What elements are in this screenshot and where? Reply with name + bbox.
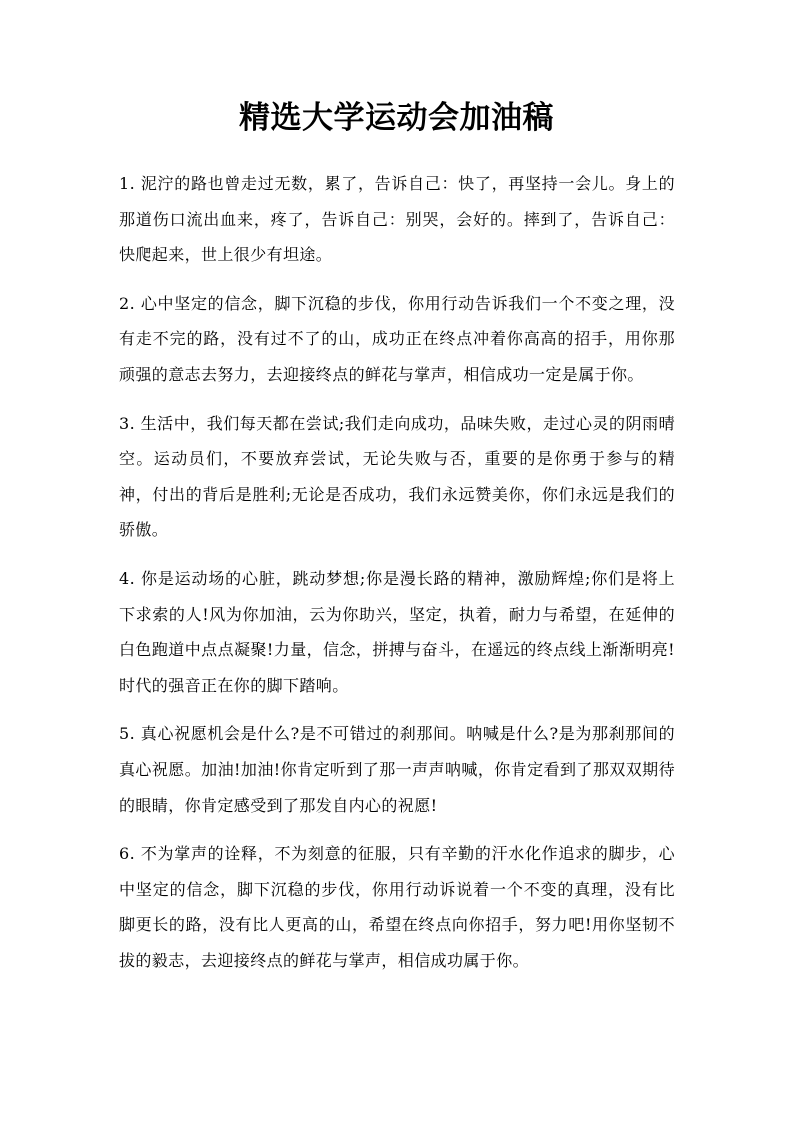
paragraph-1: 1. 泥泞的路也曾走过无数，累了，告诉自己：快了，再坚持一会儿。身上的那道伤口流出血来，疼了，告诉自己：别哭，会好的。摔到了，告诉自己：快爬起来，世上很少有坦途。 <box>119 174 675 265</box>
paragraph-4: 4. 你是运动场的心脏，跳动梦想;你是漫长路的精神，激励辉煌;你们是将上下求索的人!风为你加油，云为你助兴，坚定，执着，耐力与希望，在延伸的白色跑道中点点凝聚!力量，信念，拼搏与奋斗，在遥远的终点线上渐渐明亮!时代的强音正在你的脚下踏响。 <box>119 568 675 695</box>
paragraph-2: 2. 心中坚定的信念，脚下沉稳的步伐，你用行动告诉我们一个不变之理，没有走不完的路，没有过不了的山，成功正在终点冲着你高高的招手，用你那顽强的意志去努力，去迎接终点的鲜花与掌声，相信成功一定是属于你。 <box>119 293 675 384</box>
paragraph-3: 3. 生活中，我们每天都在尝试;我们走向成功，品味失败，走过心灵的阴雨晴空。运动员们，不要放弃尝试，无论失败与否，重要的是你勇于参与的精神，付出的背后是胜利;无论是否成功，我们永远赞美你，你们永远是我们的骄傲。 <box>119 413 675 540</box>
paragraph-5: 5. 真心祝愿机会是什么?是不可错过的刹那间。呐喊是什么?是为那刹那间的真心祝愿。加油!加油!你肯定听到了那一声声呐喊，你肯定看到了那双双期待的眼睛，你肯定感受到了那发自内心的祝愿! <box>119 724 675 815</box>
paragraph-6: 6. 不为掌声的诠释，不为刻意的征服，只有辛勤的汗水化作追求的脚步，心中坚定的信念，脚下沉稳的步伐，你用行动诉说着一个不变的真理，没有比脚更长的路，没有比人更高的山，希望在终点向你招手，努力吧!用你坚韧不拔的毅志，去迎接终点的鲜花与掌声，相信成功属于你。 <box>119 844 675 970</box>
document-body <box>119 166 675 991</box>
page-title: 精选大学运动会加油稿 <box>239 100 554 136</box>
